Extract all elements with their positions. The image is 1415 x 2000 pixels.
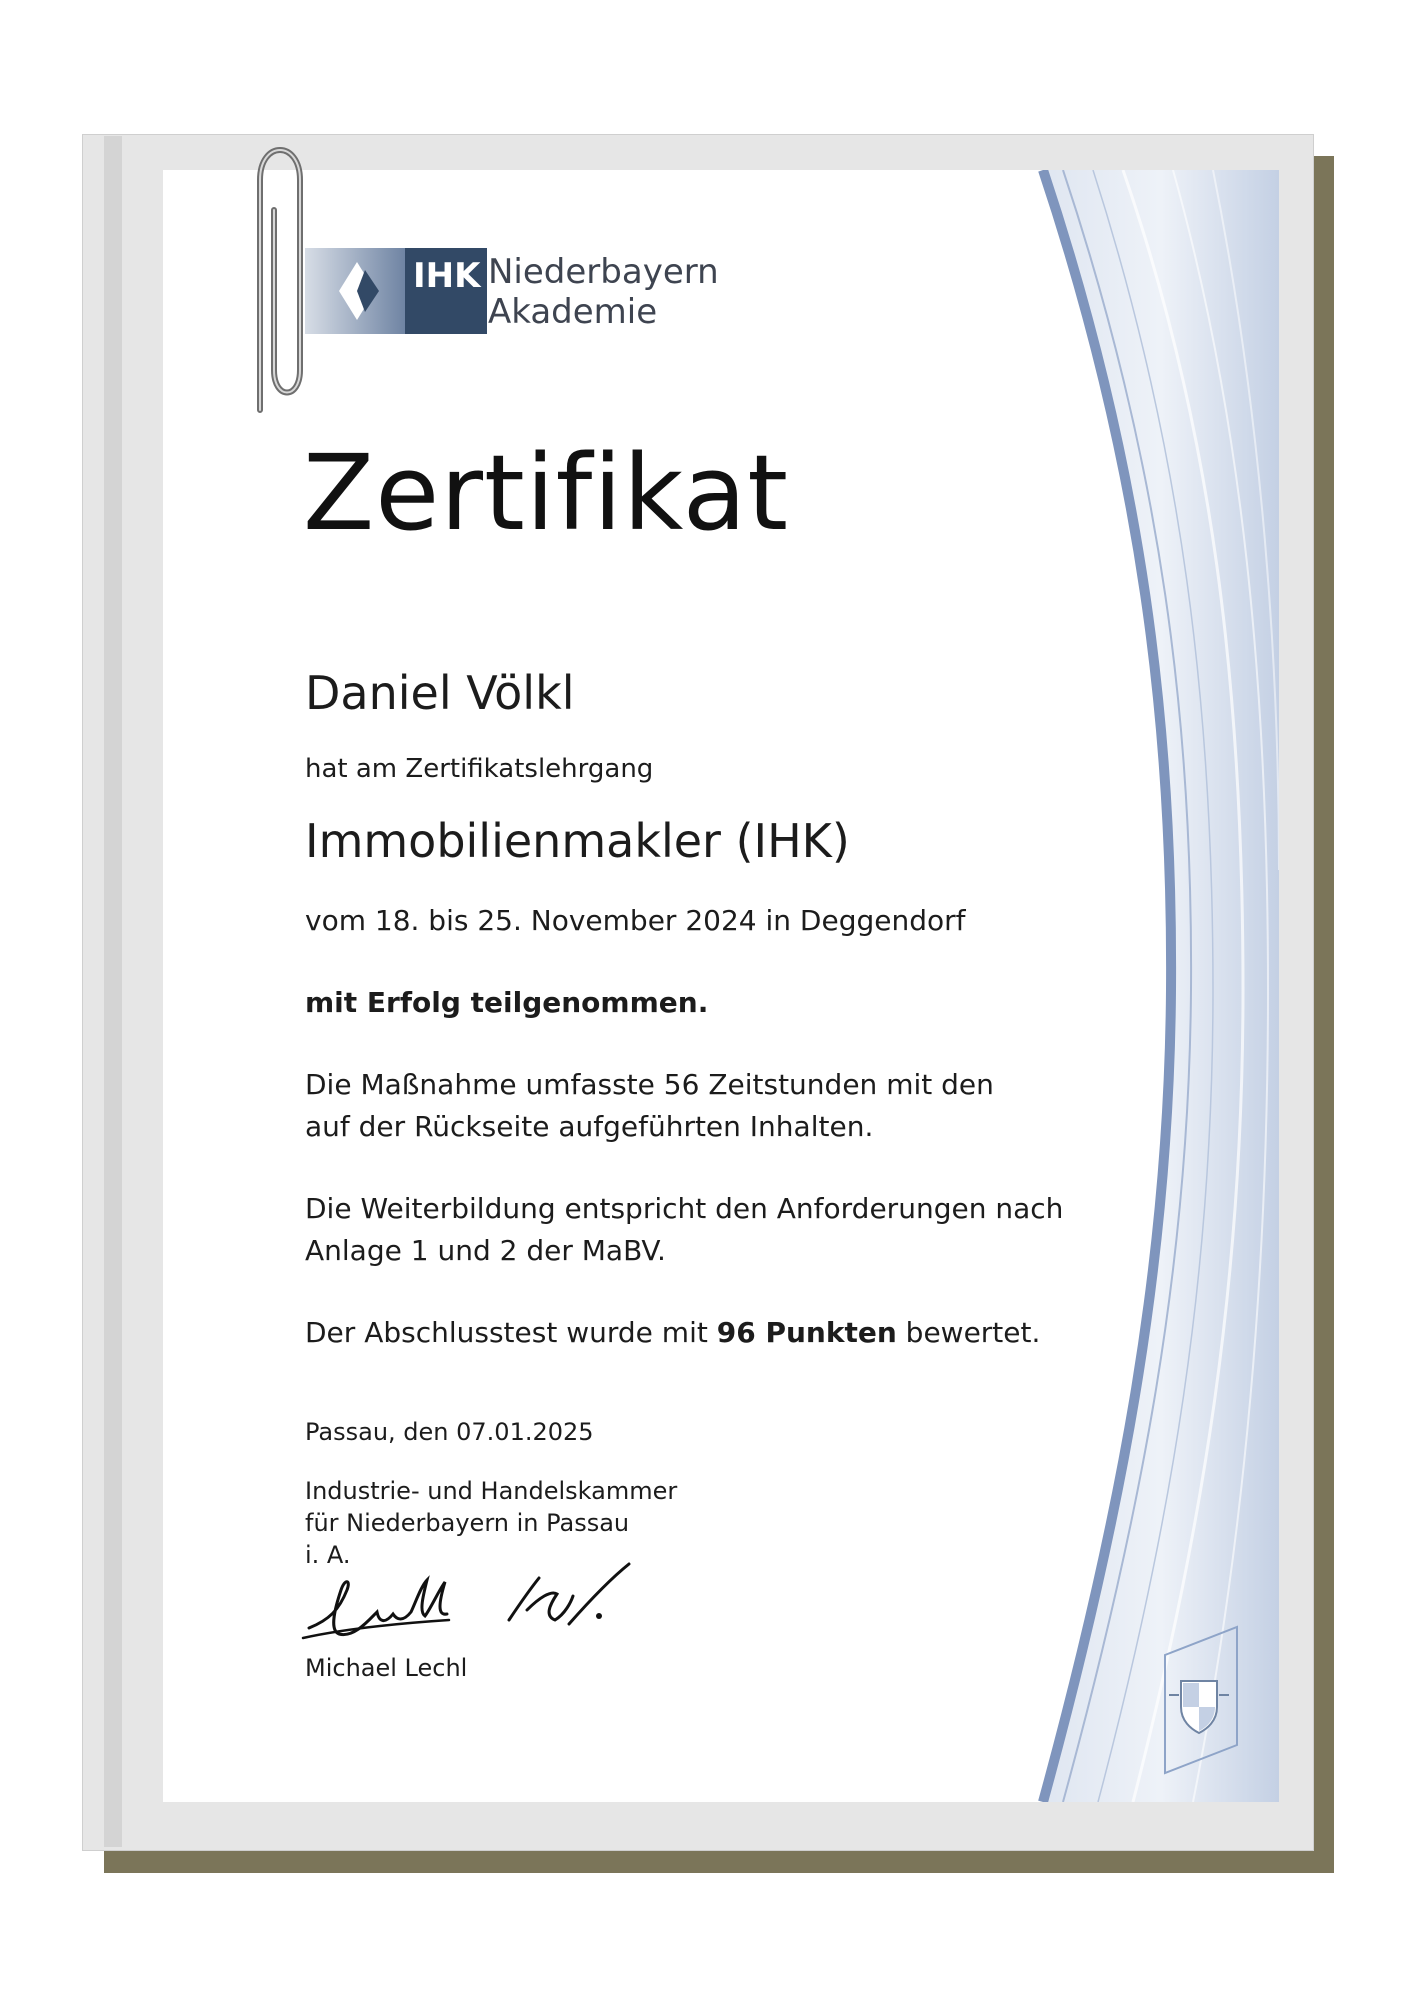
org-line-1: Industrie- und Handelskammer — [305, 1477, 678, 1505]
scope-line-1: Die Maßnahme umfasste 56 Zeitstunden mit den — [305, 1068, 994, 1101]
mabv-paragraph — [305, 1188, 1063, 1272]
test-result — [305, 1312, 1040, 1354]
logo-line-niederbayern: Niederbayern — [488, 252, 719, 292]
mabv-line-1: Die Weiterbildung entspricht den Anforderungen nach — [305, 1192, 1064, 1225]
recipient-name: Daniel Völkl — [305, 666, 575, 720]
coat-of-arms-seal-icon — [1159, 1625, 1239, 1775]
paper-stack-edge — [104, 136, 122, 1847]
certificate-page — [163, 170, 1279, 1802]
logo-badge: IHK — [405, 248, 487, 334]
test-text-after: bewertet. — [896, 1316, 1041, 1349]
success-statement: mit Erfolg teilgenommen. — [305, 986, 709, 1019]
course-dates: vom 18. bis 25. November 2024 in Deggendorf — [305, 904, 966, 937]
intro-text: hat am Zertifikatslehrgang — [305, 754, 654, 784]
handwritten-signature — [299, 1550, 639, 1650]
ihk-diamond-logo-icon — [305, 248, 405, 334]
test-score: 96 Punkten — [716, 1316, 897, 1349]
course-title: Immobilienmakler (IHK) — [305, 814, 850, 868]
logo-line-akademie: Akademie — [488, 292, 658, 332]
paperclip-icon — [230, 120, 310, 420]
place-and-date: Passau, den 07.01.2025 — [305, 1418, 594, 1446]
signer-name: Michael Lechl — [305, 1654, 468, 1682]
scope-paragraph — [305, 1064, 994, 1148]
scope-line-2: auf der Rückseite aufgeführten Inhalten. — [305, 1110, 874, 1143]
mabv-line-2: Anlage 1 und 2 der MaBV. — [305, 1234, 666, 1267]
certificate-title: Zertifikat — [303, 432, 790, 554]
test-text-before: Der Abschlusstest wurde mit — [305, 1316, 717, 1349]
org-line-2: für Niederbayern in Passau — [305, 1509, 630, 1537]
org-line-3: i. A. — [305, 1541, 351, 1569]
